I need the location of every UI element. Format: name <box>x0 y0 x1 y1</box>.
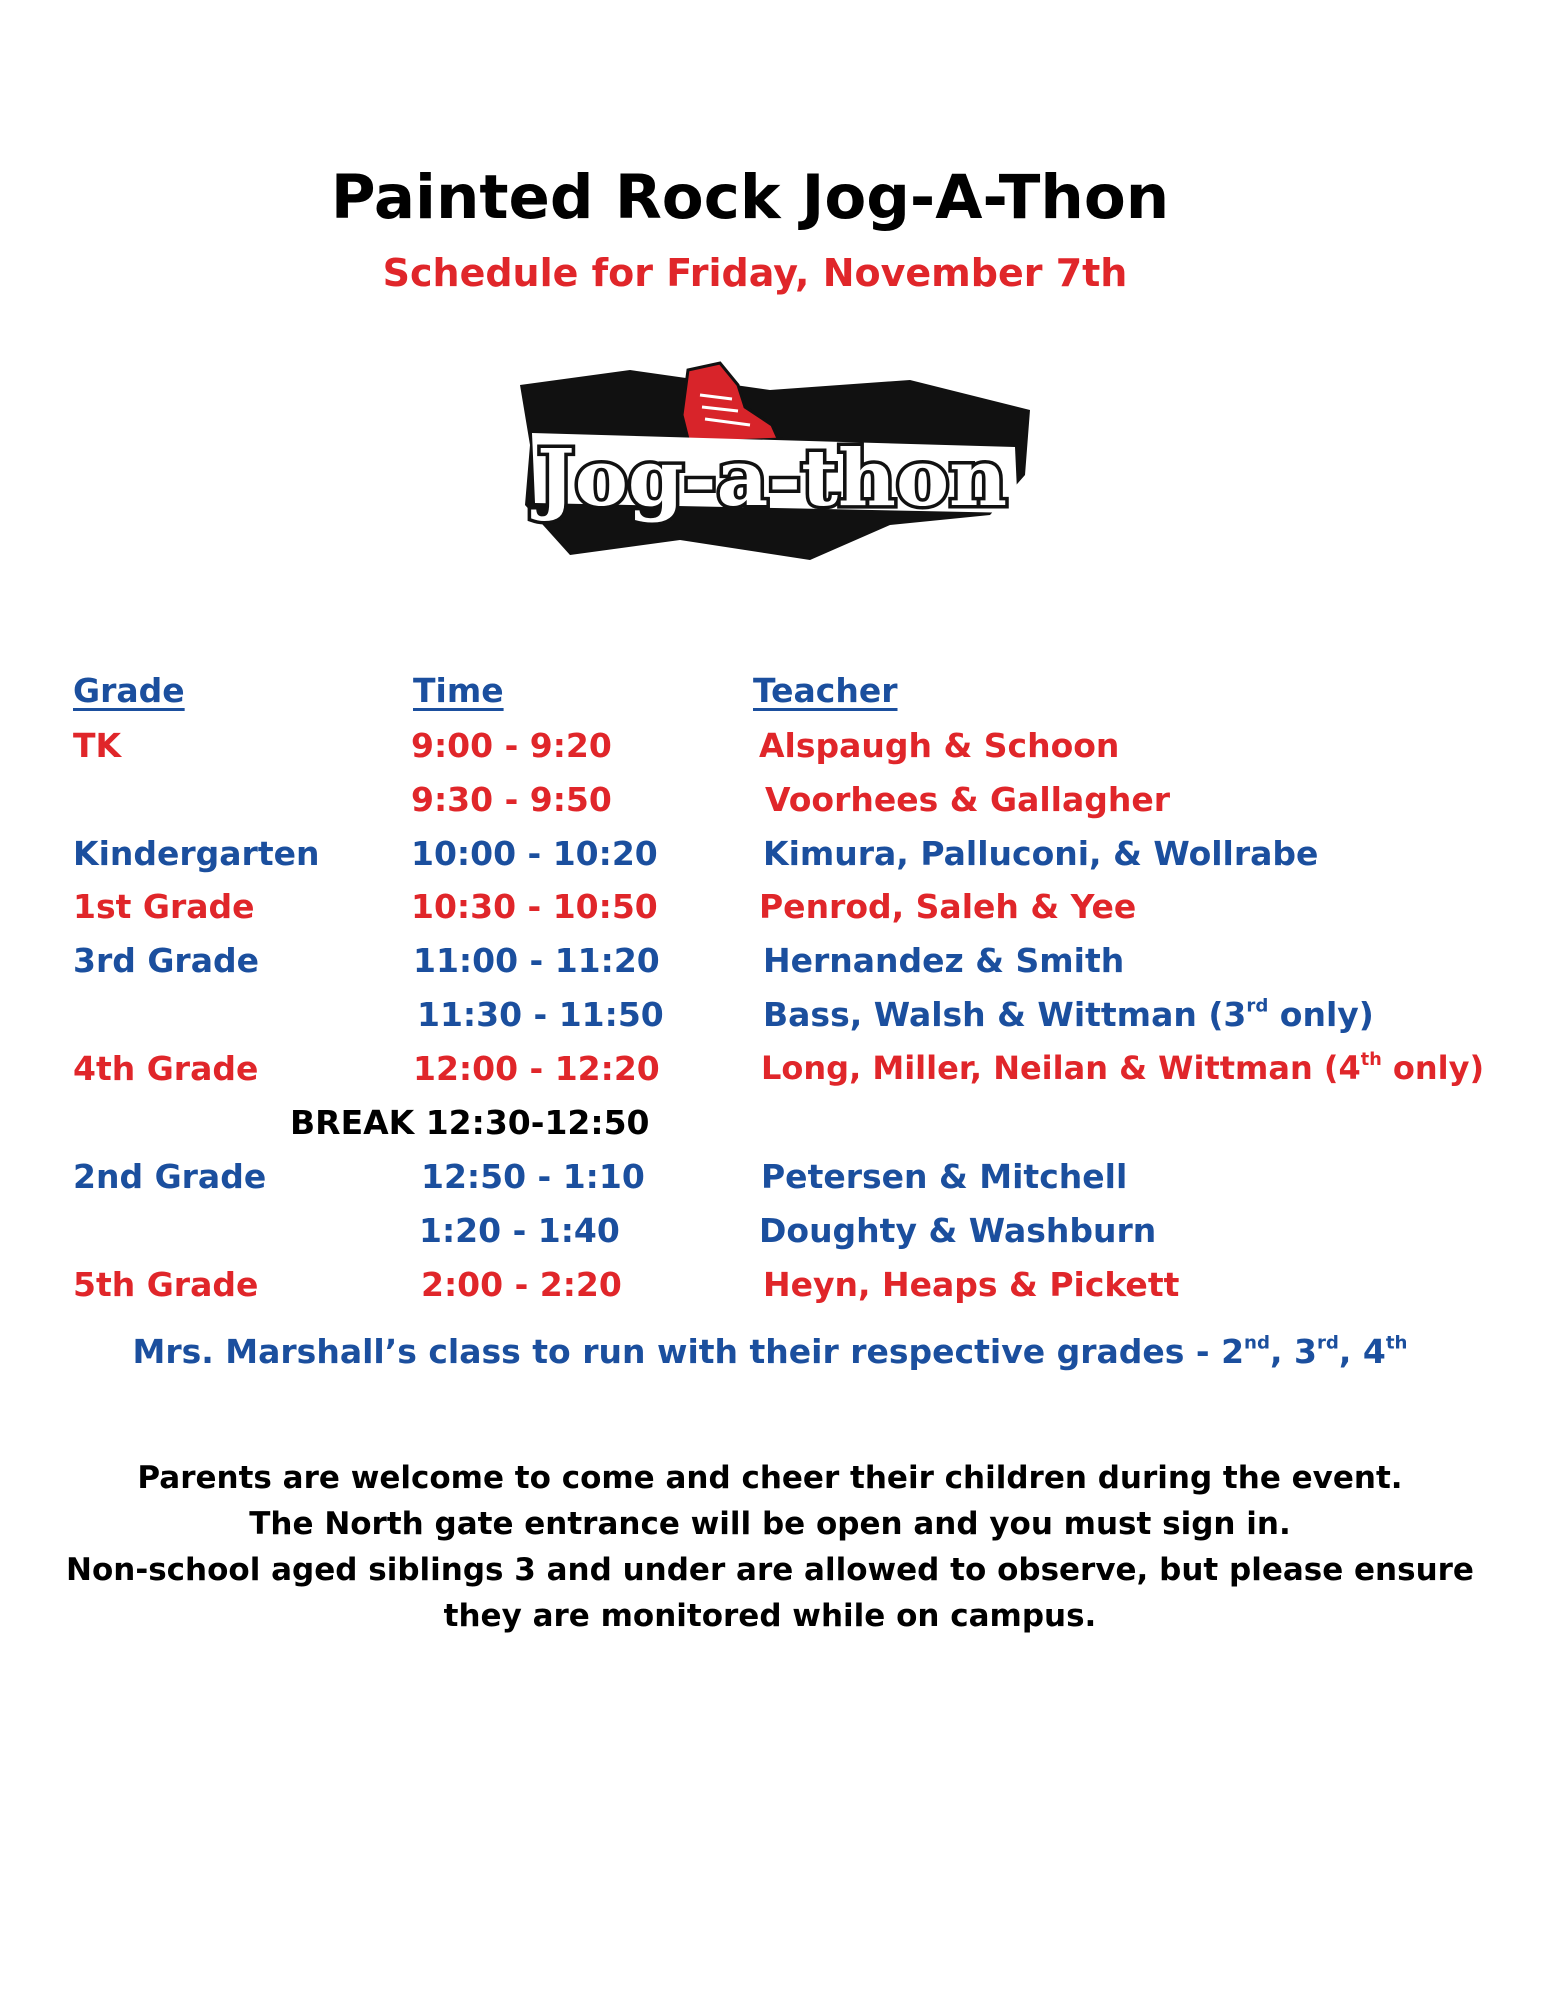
teacher-cell: Petersen & Mitchell <box>761 1157 1128 1196</box>
time-column-header: Time <box>413 671 504 710</box>
teacher-cell: Bass, Walsh & Wittman (3rd only) <box>763 995 1374 1034</box>
grade-cell: 4th Grade <box>73 1049 259 1088</box>
teacher-column-header: Teacher <box>753 671 898 710</box>
parents-info-line: they are monitored while on campus. <box>443 1598 1097 1634</box>
logo-text: Jog-a-thon <box>530 433 1007 524</box>
time-cell: 1:20 - 1:40 <box>419 1211 620 1250</box>
parents-info-line: Non-school aged siblings 3 and under are allowed to observe, but please ensure <box>66 1552 1474 1588</box>
time-cell: 2:00 - 2:20 <box>421 1265 622 1304</box>
grade-cell: 1st Grade <box>73 887 255 926</box>
grade-cell: TK <box>73 726 122 765</box>
time-cell: 11:00 - 11:20 <box>413 941 660 980</box>
teacher-cell: Penrod, Saleh & Yee <box>759 887 1137 926</box>
time-cell: 9:00 - 9:20 <box>411 726 612 765</box>
teacher-cell: Long, Miller, Neilan & Wittman (4th only) <box>761 1049 1485 1087</box>
grade-cell: 3rd Grade <box>73 941 259 980</box>
jog-a-thon-logo <box>510 355 1040 570</box>
time-cell: 12:50 - 1:10 <box>421 1157 645 1196</box>
teacher-cell: Voorhees & Gallagher <box>765 780 1171 819</box>
time-cell: 12:00 - 12:20 <box>413 1049 660 1088</box>
time-cell: 10:00 - 10:20 <box>411 834 658 873</box>
marshall-class-note: Mrs. Marshall’s class to run with their respective grades - 2nd, 3rd, 4th <box>132 1332 1408 1371</box>
parents-info <box>0 1455 1540 1639</box>
teacher-cell: Heyn, Heaps & Pickett <box>763 1265 1180 1304</box>
grade-column-header: Grade <box>73 671 185 710</box>
teacher-cell: Hernandez & Smith <box>763 941 1125 980</box>
time-cell: 10:30 - 10:50 <box>411 887 658 926</box>
grade-cell: Kindergarten <box>73 834 320 873</box>
schedule-subtitle: Schedule for Friday, November 7th <box>382 251 1128 295</box>
parents-info-line: Parents are welcome to come and cheer their children during the event. <box>137 1460 1403 1496</box>
teacher-cell: Alspaugh & Schoon <box>759 726 1120 765</box>
teacher-cell: Doughty & Washburn <box>759 1211 1157 1250</box>
break-row: BREAK 12:30-12:50 <box>290 1103 650 1142</box>
teacher-cell: Kimura, Palluconi, & Wollrabe <box>763 834 1319 873</box>
grade-cell: 5th Grade <box>73 1265 259 1304</box>
parents-info-line: The North gate entrance will be open and you must sign in. <box>249 1506 1291 1542</box>
page-title: Painted Rock Jog-A-Thon <box>330 162 1170 233</box>
time-cell: 9:30 - 9:50 <box>411 780 612 819</box>
time-cell: 11:30 - 11:50 <box>417 995 664 1034</box>
grade-cell: 2nd Grade <box>73 1157 267 1196</box>
